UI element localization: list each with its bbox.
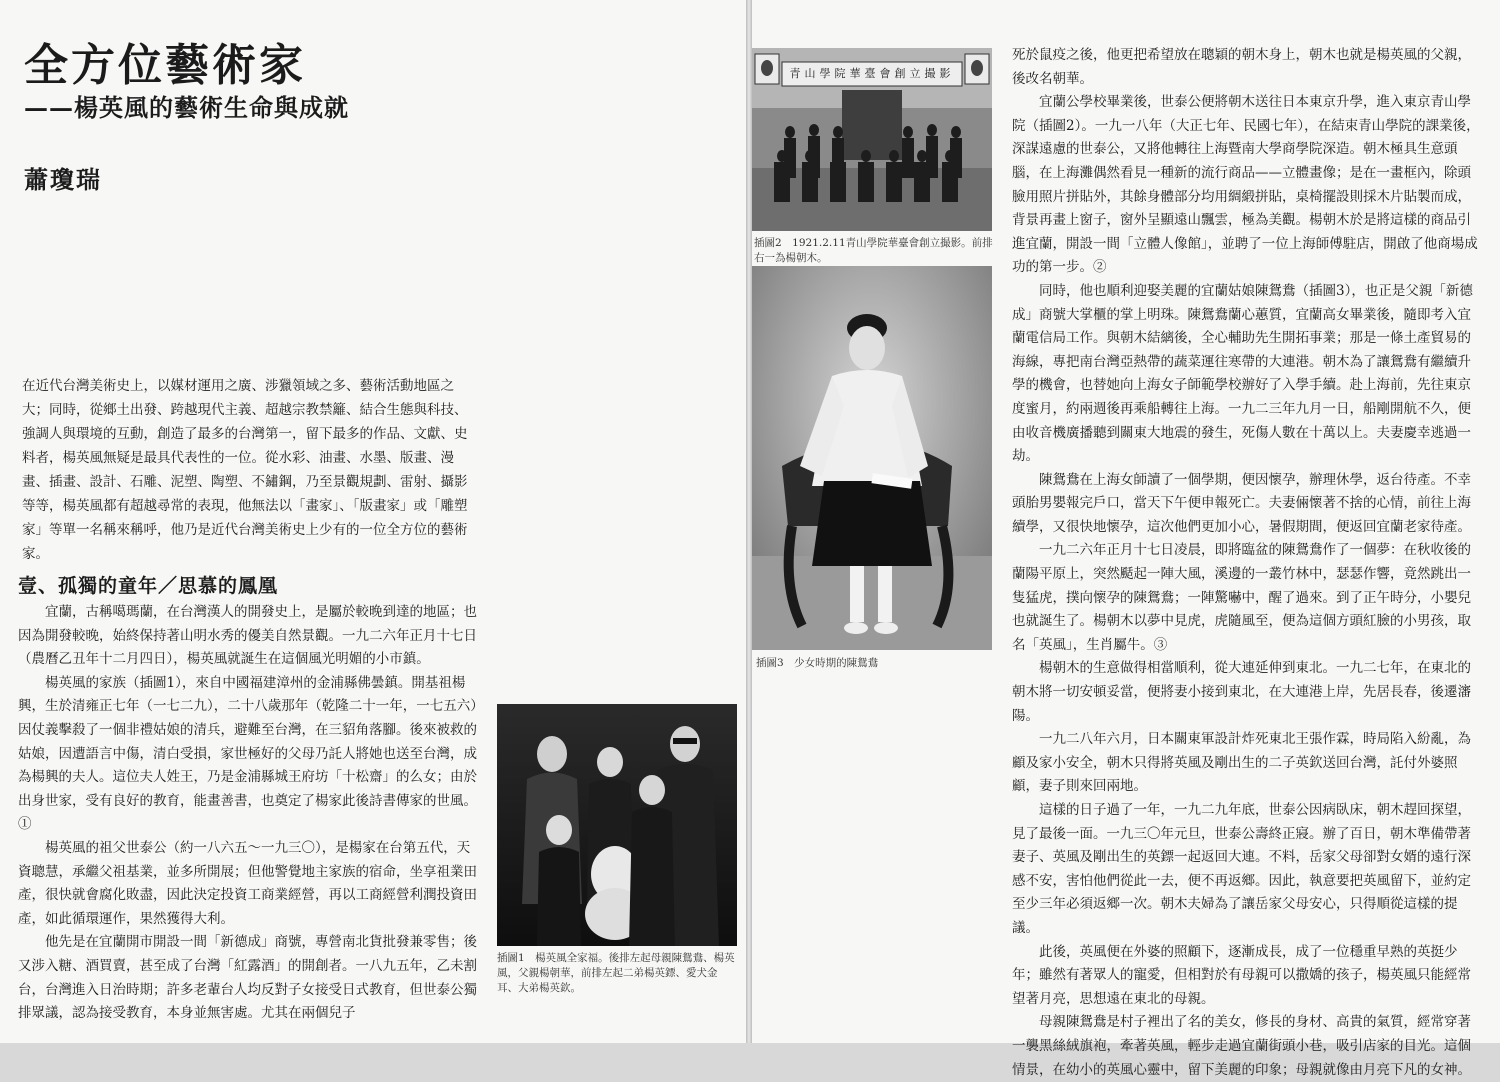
mother-photo-caption: 插圖3 少女時期的陳鴛鴦 xyxy=(756,657,879,669)
body-paragraph: 此後，英風便在外婆的照顧下，逐漸成長，成了一位穩重早熟的英挺少年；雖然有著眾人的寵愛，但相對於有母親可以撒嬌的孩子，楊英風只能經常望著月亮，思想遠在東北的母親。 xyxy=(1012,943,1471,1007)
family-photo-caption: 插圖1 楊英風全家福。後排左起母親陳鴛鴦、楊英風，父親楊朝華，前排左起二弟楊英鏢、愛犬金耳、大弟楊英欽。 xyxy=(497,952,735,994)
right-body-column xyxy=(1012,44,1482,1082)
body-paragraph: 一九二八年六月，日本關東軍設計炸死東北王張作霖，時局陷入紛亂，為顧及家小安全，朝木只得將英風及剛出生的二子英欽送回台灣，託付外婆照顧，妻子則來回兩地。 xyxy=(1012,731,1471,795)
body-paragraph: 這樣的日子過了一年，一九二九年底，世泰公因病臥床，朝木趕回探望，見了最後一面。一九三〇年元旦，世泰公壽終正寢。辦了百日，朝木準備帶著妻子、英風及剛出生的英鏢一起返回大連。不料，岳家父母卻對女婿的遠行深感不安，害怕他們從此一去，便不再返鄉。因此，執意要把英風留下，並約定至少三年必須返鄉一次。朝木夫婦為了讓岳家父母安心，只得順從這樣的提議。 xyxy=(1012,802,1471,936)
body-paragraph: 同時，他也順利迎娶美麗的宜蘭姑娘陳鴛鴦（插圖3），也正是父親「新德成」商號大掌櫃的掌上明珠。陳鴛鴦蘭心蕙質，宜蘭高女畢業後，隨即考入宜蘭電信局工作。與朝木結縭後，全心輔助先生開拓事業；那是一條土產貿易的海線，專把南台灣亞熱帶的蔬菜運往寒帶的大連港。朝木為了讓鴛鴦有繼續升學的機會，也替她向上海女子師範學校辦好了入學手續。赴上海前，先往東京度蜜月，約兩週後再乘船轉往上海。一九二三年九月一日，船剛開航不久，便由收音機廣播聽到關東大地震的發生，死傷人數在十萬以上。夫妻慶幸逃過一劫。 xyxy=(1012,282,1473,465)
body-paragraph: 宜蘭，古稱噶瑪蘭，在台灣漢人的開發史上，是屬於較晚到達的地區；也因為開發較晚，始終保持著山明水秀的優美自然景觀。一九二六年正月十七日（農曆乙丑年十二月四日），楊英風就誕生在這個風光明媚的小市鎮。 xyxy=(18,604,477,668)
family-photo xyxy=(497,704,737,946)
intro-paragraph: 在近代台灣美術史上，以媒材運用之廣、涉獵領域之多、藝術活動地區之大；同時，從鄉土出發、跨越現代主義、超越宗教禁籬、結合生態與科技、強調人與環境的互動，創造了最多的台灣第一，留下最多的作品、文獻、史料者，楊英風無疑是最具代表性的一位。從水彩、油畫、水墨、版畫、漫畫、插畫、設計、石雕、泥塑、陶塑、不鏽鋼，乃至景觀規劃、雷射、攝影等等，楊英風都有超越尋常的表現，他無法以「畫家」、「版畫家」或「雕塑家」等單一名稱來稱呼，他乃是近代台灣美術史上少有的一位全方位的藝術家。 xyxy=(22,378,468,562)
body-paragraph: 楊英風的家族（插圖1），來自中國福建漳州的金浦縣佛曇鎮。開基祖楊興，生於清雍正七年（一七二九），二十八歲那年（乾隆二十一年，一七五六）因仗義擊殺了一個非禮姑娘的清兵，避難至台灣，在三貂角落腳。後來被救的姑娘，因遭語言中傷，清白受損，家世極好的父母乃託人將她也送至台灣，成為楊興的夫人。這位夫人姓王，乃是金浦縣城王府坊「十松齋」的么女；由於出身世家，受有良好的教育，能畫善書，也奠定了楊家此後詩書傳家的世風。① xyxy=(18,674,477,833)
body-paragraph: 楊朝木的生意做得相當順利，從大連延伸到東北。一九二七年，在東北的朝木將一切安頓妥當，便將妻小接到東北，在大連港上岸，先居長春，後遷瀋陽。 xyxy=(1012,660,1471,724)
school-photo-caption: 插圖2 1921.2.11青山學院華臺會創立撮影。前排右一為楊朝木。 xyxy=(754,237,993,264)
body-paragraph: 楊英風的祖父世泰公（約一八六五～一九三〇），是楊家在台第五代，天資聰慧，承繼父祖基業，並多所開展；但他警覺地主家族的宿命，坐享祖業田產，很快就會腐化敗盡，因此決定投資工商業經營，再以工商經營利潤投資田產，如此循環運作，果然獲得大利。 xyxy=(18,839,477,927)
body-paragraph: 母親陳鴛鴦是村子裡出了名的美女，修長的身材、高貴的氣質，經常穿著一襲黑絲絨旗袍，牽著英風，輕步走過宜蘭街頭小巷，吸引店家的目光。這個情景，在幼小的英風心靈中，留下美麗的印象；母親就像由月亮下凡的女神。 xyxy=(1012,1014,1471,1078)
body-paragraph: 宜蘭公學校畢業後，世泰公便將朝木送往日本東京升學，進入東京青山學院（插圖2）。一九一八年（大正七年、民國七年），在結束青山學院的課業後，深謀遠慮的世泰公，又將他轉往上海暨南大學商學院深造。朝木極具生意頭腦，在上海灘偶然看見一種新的流行商品——立體畫像；是在一畫框內，除頭臉用照片拼貼外，其餘身體部分均用綢緞拼貼，桌椅擺設則採木片貼製而成，背景再畫上窗子，窗外呈顯遠山飄雲，極為美觀。楊朝木於是將這樣的商品引進宜蘭，開設一間「立體人像館」，並聘了一位上海師傅駐店，開啟了他商場成功的第一步。② xyxy=(1012,94,1480,276)
article-title: 全方位藝術家 xyxy=(24,40,306,91)
school-photo-banner: 青山學院華臺會創立撮影 xyxy=(789,67,955,80)
article-subtitle: ——楊英風的藝術生命與成就 xyxy=(24,93,349,122)
left-page xyxy=(0,0,746,1043)
left-body-column xyxy=(18,601,480,1026)
body-paragraph: 一九二六年正月十七日凌晨，即將臨盆的陳鴛鴦作了一個夢：在秋收後的蘭陽平原上，突然颳起一陣大風，溪邊的一叢竹林中，瑟瑟作響，竟然跳出一隻猛虎，撲向懷孕的陳鴛鴦；一陣驚嚇中，醒了過來。到了正午時分，小嬰兒也就誕生了。楊朝木以夢中見虎，虎隨風至，便為這個方頭紅臉的小男孩，取名「英風」，生肖屬牛。③ xyxy=(1012,542,1471,653)
section-heading: 壹、孤獨的童年／思慕的鳳凰 xyxy=(18,575,279,597)
body-paragraph: 死於鼠疫之後，他更把希望放在聰穎的朝木身上，朝木也就是楊英風的父親，後改名朝華。 xyxy=(1012,47,1471,87)
body-paragraph: 他先是在宜蘭開市開設一間「新德成」商號，專營南北貨批發兼零售；後又涉入糖、酒買賣，甚至成了台灣「紅露酒」的開創者。一八九五年，乙未割台，台灣進入日治時期；許多老輩台人均反對子女接受日式教育，但世泰公獨排眾議，認為接受教育，本身並無害處。尤其在兩個兒子 xyxy=(18,934,477,1022)
right-page xyxy=(752,0,1500,1078)
mother-photo xyxy=(752,266,992,650)
body-paragraph: 陳鴛鴦在上海女師讀了一個學期，便因懷孕，辦理休學，返台待產。不幸頭胎男嬰報完戶口，當天下午便申報死亡。夫妻倆懷著不捨的心情，前往上海續學，又很快地懷孕，這次他們更加小心，暑假期間，便返回宜蘭老家待產。 xyxy=(1012,471,1471,535)
author-name: 蕭瓊瑞 xyxy=(24,165,102,194)
